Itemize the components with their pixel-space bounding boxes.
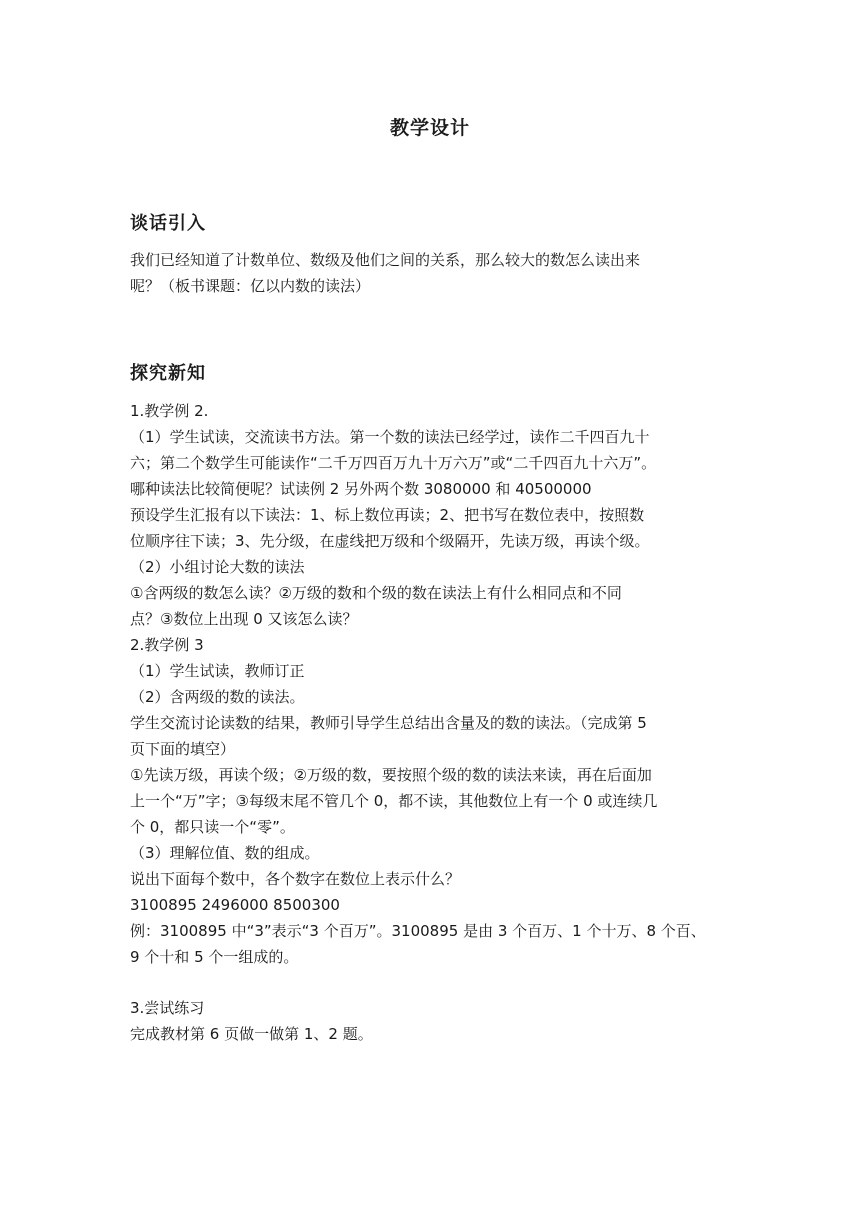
explore-paragraphs <box>130 398 740 970</box>
text-line: 3.尝试练习 <box>130 999 205 1017</box>
section-heading-explore: 探究新知 <box>130 363 206 384</box>
text-line: 我们已经知道了计数单位、数级及他们之间的关系，那么较大的数怎么读出来 <box>130 251 641 269</box>
text-line: 位顺序往下读；3、先分级，在虚线把万级和个级隔开，先读万级，再读个级。 <box>130 532 650 550</box>
text-line: （2）含两级的数的读法。 <box>130 688 305 706</box>
practice-paragraph <box>130 995 740 1047</box>
text-line: 点？③数位上出现 0 又该怎么读？ <box>130 610 358 628</box>
text-line: 个 0，都只读一个“零”。 <box>130 818 295 836</box>
text-line: （3）理解位值、数的组成。 <box>130 844 320 862</box>
text-line: 9 个十和 5 个一组成的。 <box>130 948 299 966</box>
text-line: 上一个“万”字；③每级末尾不管几个 0，都不读，其他数位上有一个 0 或连续几 <box>130 792 658 810</box>
text-line: 页下面的填空） <box>130 740 236 758</box>
text-line: 3100895 2496000 8500300 <box>130 896 340 914</box>
section-heading-intro: 谈话引入 <box>130 213 206 234</box>
intro-paragraph <box>130 247 740 299</box>
text-line: 完成教材第 6 页做一做第 1、2 题。 <box>130 1025 373 1043</box>
text-line: 例：3100895 中“3”表示“3 个百万”。3100895 是由 3 个百万、1 个十万、8 个百、 <box>130 922 706 940</box>
text-line: 说出下面每个数中，各个数字在数位上表示什么？ <box>130 870 461 888</box>
text-line: 1.教学例 2. <box>130 402 209 420</box>
text-line: （1）学生试读，交流读书方法。第一个数的读法已经学过，读作二千四百九十 <box>130 428 650 446</box>
text-line: ①先读万级，再读个级；②万级的数，要按照个级的数的读法来读，再在后面加 <box>130 766 652 784</box>
text-line: 2.教学例 3 <box>130 636 204 654</box>
text-line: （1）学生试读，教师订正 <box>130 662 305 680</box>
text-line: 预设学生汇报有以下读法：1、标上数位再读；2、把书写在数位表中，按照数 <box>130 506 645 524</box>
text-line: 呢？（板书课题：亿以内数的读法） <box>130 277 371 295</box>
text-line: 哪种读法比较简便呢？试读例 2 另外两个数 3080000 和 40500000 <box>130 480 592 498</box>
text-line: ①含两级的数怎么读？②万级的数和个级的数在读法上有什么相同点和不同 <box>130 584 622 602</box>
text-line: （2）小组讨论大数的读法 <box>130 558 305 576</box>
text-line: 六；第二个数学生可能读作“二千万四百万九十万六万”或“二千四百九十六万”。 <box>130 454 657 472</box>
document-title: 教学设计 <box>389 117 470 139</box>
text-line: 学生交流讨论读数的结果，教师引导学生总结出含量及的数的读法。（完成第 5 <box>130 714 647 732</box>
